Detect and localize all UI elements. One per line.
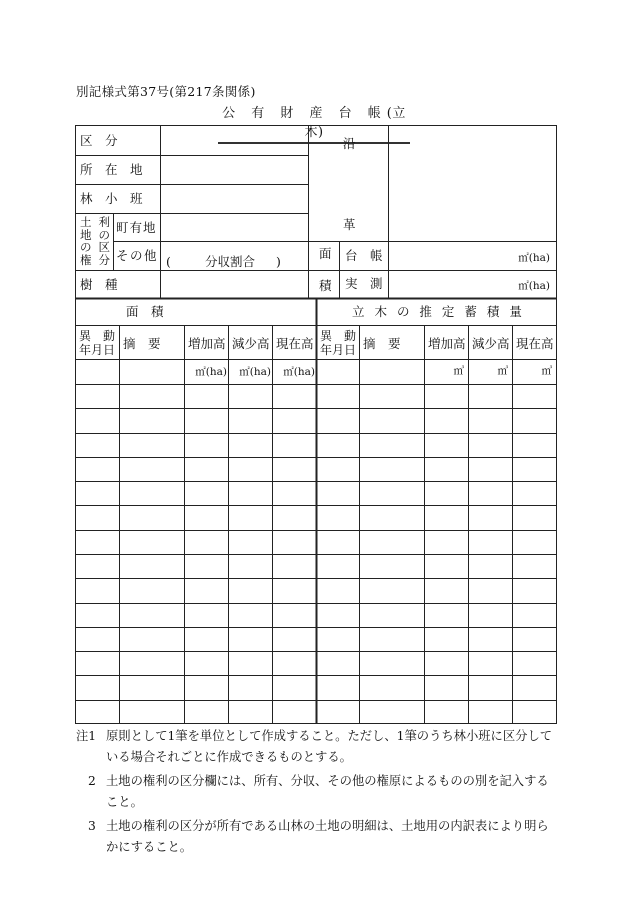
land-rights-char-3: 地 [80,227,92,242]
volume-col-increase: 増加高 [428,336,466,351]
land-rights-label [78,216,112,268]
forest-subcompartment-label: 林 小 班 [80,191,143,206]
land-rights-char-6: 区 [98,240,110,255]
area-change-date-line1: 異 動 [79,329,116,343]
volume-change-date-line2: 年月日 [320,343,357,357]
town-owned-label: 町有地 [116,220,157,235]
volume-current-unit: ㎥ [541,365,552,377]
note-number: 注1 [76,729,97,743]
note-item [76,816,554,858]
share-note-close: ) [276,254,281,269]
land-rights-char-1: 土 [80,215,92,229]
area-change-date-line2: 年月日 [79,343,116,357]
note-item [76,771,554,813]
note-item [76,726,554,768]
area-col-decrease: 減少高 [232,336,270,351]
note-number: 2 [88,774,96,788]
form-number: 別記様式第37号(第217条関係) [76,84,256,99]
area-col-current: 現在高 [276,336,314,351]
land-rights-char-4: の [98,227,110,242]
land-rights-char-7: 権 [80,252,92,267]
other-label: その他 [116,248,159,263]
volume-col-summary: 摘 要 [363,336,401,351]
note-number: 3 [88,819,96,833]
ledger-label: 台 帳 [345,248,383,263]
measured-area-unit: ㎡(ha) [518,280,550,292]
history-label-bottom: 革 [343,217,356,232]
area-col-increase: 増加高 [188,336,226,351]
note-text: 原則として1筆を単位として作成すること。ただし、1筆のうち林小班に区分している場合それごとに作成できるものとする。 [106,729,553,764]
area-section-header: 面 積 [126,304,164,319]
area-increase-unit: ㎡(ha) [195,366,227,378]
volume-col-current: 現在高 [516,336,554,351]
area-col-summary: 摘 要 [123,336,161,351]
volume-increase-unit: ㎥ [453,365,464,377]
volume-decrease-unit: ㎥ [497,365,508,377]
notes [76,726,554,861]
location-label: 所 在 地 [80,162,143,177]
area-col-change-date [79,329,117,357]
land-rights-char-8: 分 [98,252,110,267]
share-note-open: ( [166,254,171,269]
area-current-unit: ㎡(ha) [283,366,315,378]
area-label-top: 面 [319,246,332,261]
area-label-bottom: 積 [319,278,332,293]
note-text: 土地の権利の区分が所有である山林の土地の明細は、土地用の内訳表により明らかにすること。 [106,819,549,854]
volume-col-decrease: 減少高 [472,336,510,351]
land-rights-char-5: の [80,240,92,255]
volume-section-header: 立 木 の 推 定 蓄 積 量 [352,304,525,319]
measured-label: 実 測 [345,276,383,291]
kubun-label: 区 分 [80,133,118,148]
area-decrease-unit: ㎡(ha) [239,366,271,378]
land-rights-char-2: 利 [98,215,110,229]
volume-change-date-line1: 異 動 [320,329,357,343]
volume-col-change-date [320,329,358,357]
note-text: 土地の権利の区分欄には、所有、分収、その他の権原によるものの別を記入すること。 [106,774,549,809]
share-note-text: 分収割合 [205,254,256,269]
ledger-area-unit: ㎡(ha) [518,252,550,264]
history-label-top: 沿 [343,136,356,151]
title-suffix: (立木) [304,106,406,140]
title-main: 公 有 財 産 台 帳 [222,106,387,121]
tree-species-label: 樹 種 [80,277,118,292]
